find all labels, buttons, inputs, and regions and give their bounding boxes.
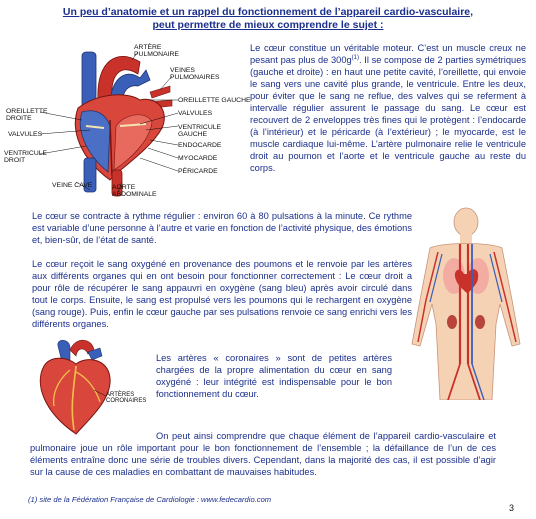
label-veines-pulmonaires: VEINES PULMONAIRES: [170, 67, 220, 81]
footnote: (1) site de la Fédération Française de Cardiologie : www.fedecardio.com: [28, 495, 272, 504]
label-aorte-abdominale: AORTE ABDOMINALE: [112, 184, 157, 198]
title-line-1: Un peu d’anatomie et un rappel du fonctionnement de l’appareil cardio-vasculaire,: [62, 6, 474, 18]
conclusion-paragraph: On peut ainsi comprendre que chaque élément de l’appareil cardio-vasculaire et pulmonaire joue un rôle important pour le bon fonctionnement de l’ensemble ; la défaillance de l’un de ces éléments entraîne donc une série de troubles divers. Cependant, dans la majorité des cas, il est possible d’agir sur la cause de ces maladies en combattant de mauvaises habitudes.: [30, 431, 496, 477]
label-ventricule-droit: VENTRICULE DROIT: [4, 150, 48, 164]
circulation-paragraph: Le cœur reçoit le sang oxygéné en provenance des poumons et le renvoie par les artères aux différents organes qui en ont besoin pour fonctionner correctement : Le cœur droit a pour rôle de récupérer le sang appauvri en oxygène (sang bleu) après avoir circulé dans tout le corps. Ensuite, le sang est propulsé vers les poumons qui le rechargent en oxygène (sang rouge). Puis, enfin le cœur gauche par ses pulsations renvoie ce sang enrichi vers les différents organes.: [32, 259, 412, 329]
rhythm-paragraph: Le cœur se contracte à rythme régulier : environ 60 à 80 pulsations à la minute. Ce rythme est variable d’une personne à l’autre et varie en fonction de l’activité physique, des émotions et, bien-sûr, de l’état de santé.: [32, 211, 412, 245]
label-valvules-left: VALVULES: [8, 131, 43, 138]
coronary-paragraph: Les artères « coronaires » sont de petites artères chargées de la propre alimentation du cœur en sang oxygéné : leur intégrité est indispensable pour le bon fonctionnement du cœur.: [156, 353, 392, 399]
label-arteres-coronaires: ARTÈRES CORONAIRES: [106, 392, 147, 404]
title-line-2: peut permettre de mieux comprendre le sujet :: [152, 19, 384, 31]
label-myocarde: MYOCARDE: [178, 155, 218, 162]
intro-paragraph: Le cœur constitue un véritable moteur. C’est un muscle creux ne pesant pas plus de $300g^{(1)}$. Il se compose de 2 parties symétriques (gauche et droite) : en haut une petite cavité, l’oreillette, qui envoie le sang vers une cavité plus grande, le ventricule. Entre les deux, pour éviter que le sang ne reflue, des valves qui se referment à intervalle régulier assurent le passage du sang. Le cœur est recouvert de 2 enveloppes très fines qui le protègent : l’endocarde (à l’intérieur) et le péricarde (à l’extérieur) ; le myocarde, est le muscle cardiaque lui-même. L’artère pulmonaire relie le ventricule droit au poumon et l’aorte et le ventricule gauche au reste du corps.: [250, 43, 527, 173]
label-veine-cave: VEINE CAVE: [52, 182, 93, 189]
label-ventricule-gauche: VENTRICULE GAUCHE: [178, 124, 222, 138]
label-pericarde: PÉRICARDE: [178, 168, 218, 175]
label-oreillette-droite: OREILLETTE DROITE: [6, 108, 48, 122]
coronary-heart-illustration: [30, 336, 142, 438]
label-valvules-right: VALVULES: [178, 110, 213, 117]
label-oreillette-gauche: OREILLETTE GAUCHE: [178, 97, 251, 104]
label-endocarde: ENDOCARDE: [178, 142, 222, 149]
page-number: 3: [509, 503, 515, 513]
body-circulation-illustration: [408, 204, 526, 400]
label-artere-pulmonaire: ARTÈRE PULMONAIRE: [134, 44, 179, 58]
page-title: [0, 6, 536, 32]
